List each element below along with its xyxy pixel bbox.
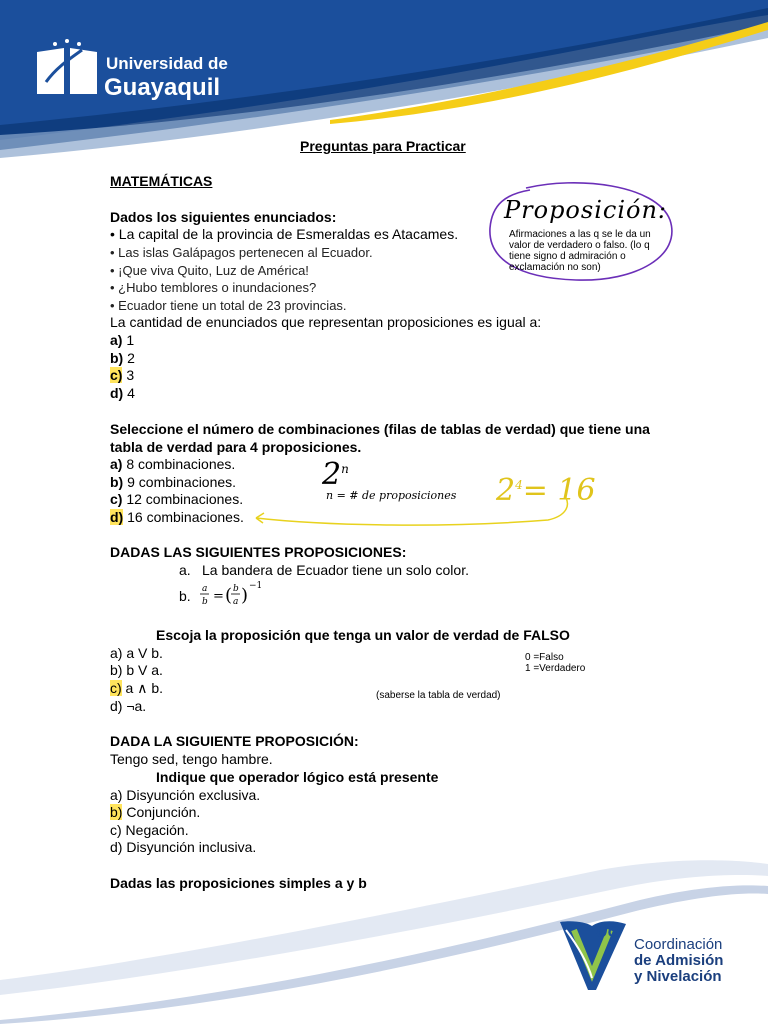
option-text: 2 [123, 350, 135, 366]
footer-line2: de Admisión [634, 952, 724, 969]
option-text: 3 [122, 367, 135, 383]
option-letter-highlighted: c) [110, 680, 122, 696]
two-four-exponent: 4 [515, 478, 523, 492]
subject-heading: MATEMÁTICAS [110, 173, 213, 189]
university-logo [34, 30, 234, 100]
q4-option-b [110, 804, 200, 821]
q4-heading: DADA LA SIGUIENTE PROPOSICIÓN: [110, 733, 359, 749]
q5-heading: Dadas las proposiciones simples a y b [110, 875, 367, 891]
q2-heading-line2: tabla de verdad para 4 proposiciones. [110, 439, 362, 455]
book-icon [34, 38, 100, 96]
proposicion-note: exclamación no son) [509, 262, 601, 273]
q1-item: • ¿Hubo temblores o inundaciones? [110, 280, 317, 295]
option-text: Conjunción. [122, 804, 201, 820]
option-letter: d) [110, 698, 123, 714]
option-letter: a) [110, 332, 123, 348]
option-text: a ∧ b. [121, 680, 164, 696]
proposicion-note: Afirmaciones a las q se le da un [509, 229, 651, 240]
option-text: 8 combinaciones. [122, 456, 236, 472]
q2-option-b [110, 474, 236, 491]
two-n-base: 2 [322, 457, 342, 492]
q4-option-c [110, 822, 189, 839]
option-letter: b) [110, 474, 124, 490]
proposicion-note: valor de verdadero o falso. (lo q [509, 240, 650, 251]
q3-item-b-label: b. [179, 588, 191, 604]
q3-item-a-text: La bandera de Ecuador tiene un solo color. [202, 562, 469, 578]
option-letter: c) [110, 491, 123, 507]
n-definition: n = # de proposiciones [326, 489, 457, 502]
two-n-annotation [322, 452, 349, 492]
truth-legend-true: 1 =Verdadero [525, 663, 586, 674]
university-name-line2: Guayaquil [104, 74, 221, 101]
q3-instruction: Escoja la proposición que tenga un valor de verdad de FALSO [156, 627, 570, 643]
option-text: 9 combinaciones. [123, 474, 237, 490]
q2-heading-line1: Seleccione el número de combinaciones (filas de tablas de verdad) que tiene una [110, 421, 650, 437]
university-name-line1: Universidad de [106, 54, 228, 73]
q1-option-d [110, 385, 135, 402]
q1-item: • Ecuador tiene un total de 23 provincias. [110, 298, 347, 313]
q1-option-a [110, 332, 134, 349]
q3-heading: DADAS LAS SIGUIENTES PROPOSICIONES: [110, 544, 407, 560]
q1-option-c [110, 367, 134, 384]
ug-emblem-letters: UG [596, 924, 620, 941]
svg-text:(: ( [225, 585, 233, 606]
fraction-formula [198, 578, 268, 610]
svg-text:−1: −1 [249, 581, 263, 591]
option-letter-highlighted: b) [110, 804, 123, 820]
q1-item: • ¡Que viva Quito, Luz de América! [110, 263, 309, 278]
two-four-result: = 16 [522, 473, 596, 508]
page-title: Preguntas para Practicar [300, 138, 466, 154]
q4-option-d [110, 839, 256, 856]
option-letter: d) [110, 385, 124, 401]
option-text: 1 [122, 332, 135, 348]
proposicion-title: Proposición: [504, 196, 667, 224]
footer-line1: Coordinación [634, 936, 723, 953]
svg-text:b: b [202, 597, 208, 607]
option-text: Disyunción exclusiva. [122, 787, 261, 803]
option-letter-highlighted: d) [110, 509, 124, 525]
svg-text:b: b [233, 584, 239, 594]
q1-item: • La capital de la provincia de Esmeraldas es Atacames. [110, 226, 459, 242]
option-letter: a) [110, 787, 123, 803]
option-letter: a) [110, 456, 123, 472]
option-text: a V b. [122, 645, 163, 661]
q3-option-a [110, 645, 163, 662]
q4-sentence: Tengo sed, tengo hambre. [110, 751, 273, 767]
q3-item-a-label: a. [179, 562, 191, 578]
q2-option-c [110, 491, 243, 508]
option-text: ¬a. [122, 698, 147, 714]
ug-emblem-icon [552, 916, 632, 996]
svg-text:a: a [233, 597, 239, 607]
option-letter: b) [110, 662, 123, 678]
svg-text:): ) [241, 585, 249, 606]
option-text: 12 combinaciones. [122, 491, 244, 507]
coordinacion-logo [552, 916, 752, 996]
option-letter: b) [110, 350, 124, 366]
q4-option-a [110, 787, 260, 804]
two-four-base: 2 [496, 473, 516, 508]
svg-text:=: = [213, 589, 224, 604]
q2-option-a [110, 456, 235, 473]
option-letter-highlighted: c) [110, 367, 123, 383]
q1-heading: Dados los siguientes enunciados: [110, 209, 337, 225]
q3-option-d [110, 698, 146, 715]
q3-option-b [110, 662, 163, 679]
proposicion-note: tiene signo d admiración o [509, 251, 626, 262]
option-letter: d) [110, 839, 123, 855]
q1-option-b [110, 350, 135, 367]
q3-option-c [110, 680, 163, 697]
option-text: Negación. [121, 822, 189, 838]
option-letter: c) [110, 822, 122, 838]
option-text: b V a. [122, 662, 163, 678]
option-text: 4 [123, 385, 135, 401]
footer-line3: y Nivelación [634, 968, 722, 985]
q1-question: La cantidad de enunciados que representan proposiciones es igual a: [110, 314, 542, 330]
q4-instruction: Indique que operador lógico está presente [156, 769, 439, 785]
svg-text:a: a [202, 584, 208, 594]
arrow-annotation [248, 496, 578, 530]
option-letter: a) [110, 645, 123, 661]
q1-item: • Las islas Galápagos pertenecen al Ecuador. [110, 245, 373, 260]
q2-option-d [110, 509, 244, 526]
two-n-exponent: n [341, 462, 349, 476]
option-text: Disyunción inclusiva. [122, 839, 257, 855]
truth-table-note: (saberse la tabla de verdad) [376, 690, 501, 701]
truth-legend-false: 0 =Falso [525, 652, 564, 663]
option-text: 16 combinaciones. [123, 509, 244, 525]
